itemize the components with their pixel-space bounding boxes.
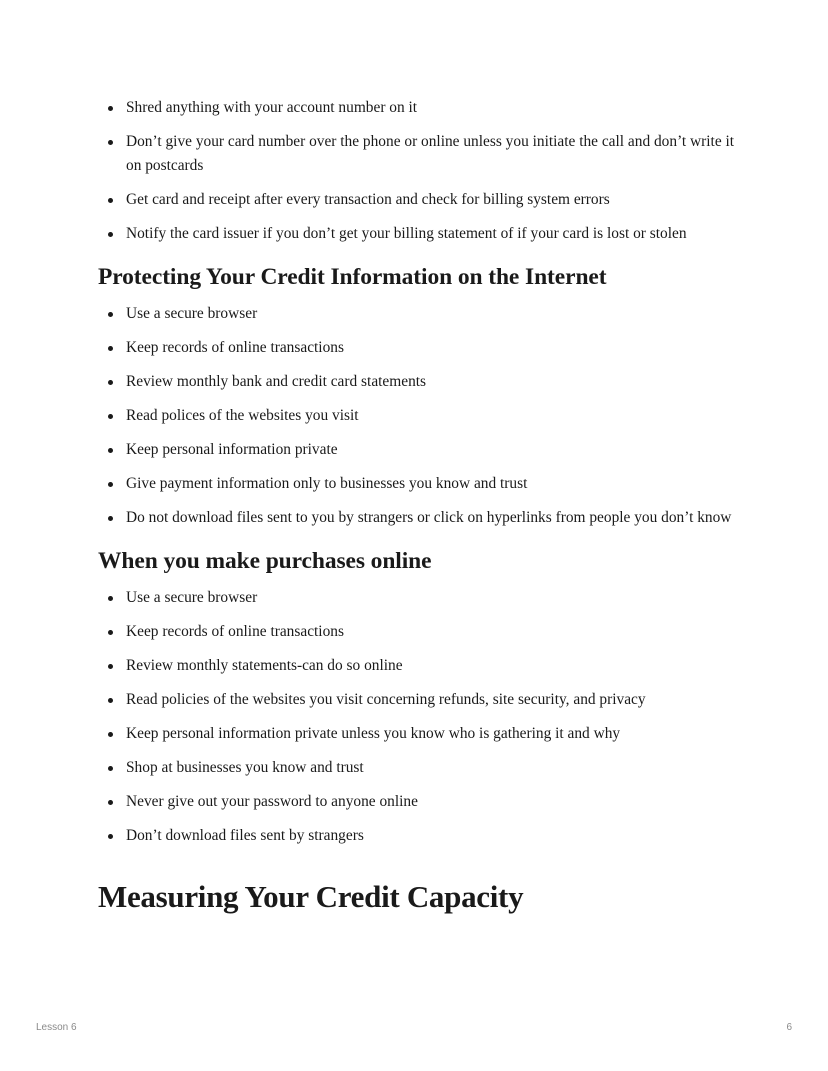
list-item-text: Use a secure browser xyxy=(126,305,258,322)
list-item xyxy=(98,188,738,212)
list-item xyxy=(98,222,738,246)
bullet-dot-icon xyxy=(108,482,113,487)
list-item-text: Keep records of online transactions xyxy=(126,623,344,640)
list-item-text: Never give out your password to anyone online xyxy=(126,793,418,810)
bullet-dot-icon xyxy=(108,698,113,703)
list-item xyxy=(98,336,738,360)
list-item xyxy=(98,370,738,394)
list-item xyxy=(98,654,738,678)
chapter-heading-credit-capacity: Measuring Your Credit Capacity xyxy=(98,879,524,914)
list-item xyxy=(98,404,738,428)
list-item-text: Keep personal information private xyxy=(126,441,338,458)
bullet-list-internet xyxy=(98,302,738,530)
list-item xyxy=(98,688,738,712)
bullet-dot-icon xyxy=(108,106,113,111)
bullet-dot-icon xyxy=(108,732,113,737)
bullet-dot-icon xyxy=(108,140,113,145)
list-item-text: Use a secure browser xyxy=(126,589,258,606)
bullet-list-card-safety xyxy=(98,96,738,246)
bullet-dot-icon xyxy=(108,766,113,771)
bullet-dot-icon xyxy=(108,380,113,385)
list-item xyxy=(98,302,738,326)
list-item xyxy=(98,506,738,530)
bullet-dot-icon xyxy=(108,232,113,237)
bullet-dot-icon xyxy=(108,664,113,669)
list-item-text: Read polices of the websites you visit xyxy=(126,407,359,424)
list-item xyxy=(98,620,738,644)
bullet-dot-icon xyxy=(108,630,113,635)
bullet-dot-icon xyxy=(108,596,113,601)
list-item xyxy=(98,130,738,178)
list-item xyxy=(98,722,738,746)
page-content xyxy=(98,96,738,916)
list-item-text: Review monthly statements-can do so online xyxy=(126,657,403,674)
list-item xyxy=(98,824,738,848)
list-item xyxy=(98,790,738,814)
bullet-dot-icon xyxy=(108,414,113,419)
list-item xyxy=(98,756,738,780)
bullet-dot-icon xyxy=(108,346,113,351)
bullet-dot-icon xyxy=(108,834,113,839)
footer-page-number: 6 xyxy=(786,1022,792,1033)
bullet-dot-icon xyxy=(108,198,113,203)
list-item-text: Shop at businesses you know and trust xyxy=(126,759,364,776)
bullet-dot-icon xyxy=(108,312,113,317)
list-item xyxy=(98,586,738,610)
list-item-text: Do not download files sent to you by strangers or click on hyperlinks from people you don’t know xyxy=(126,509,732,526)
list-item-text: Give payment information only to businesses you know and trust xyxy=(126,475,528,492)
section-heading-purchases: When you make purchases online xyxy=(98,548,432,574)
list-item-text: Don’t download files sent by strangers xyxy=(126,827,364,844)
list-item-text: Review monthly bank and credit card statements xyxy=(126,373,427,390)
list-item xyxy=(98,438,738,462)
bullet-dot-icon xyxy=(108,800,113,805)
list-item-text: Get card and receipt after every transaction and check for billing system errors xyxy=(126,191,610,208)
footer-lesson-label: Lesson 6 xyxy=(36,1022,77,1033)
list-item-text: Shred anything with your account number on it xyxy=(126,99,418,116)
list-item xyxy=(98,472,738,496)
bullet-list-purchases xyxy=(98,586,738,848)
list-item-text: Notify the card issuer if you don’t get your billing statement of if your card is lost or stolen xyxy=(126,225,687,242)
section-heading-internet: Protecting Your Credit Information on the Internet xyxy=(98,264,607,290)
bullet-dot-icon xyxy=(108,448,113,453)
list-item-text: Keep personal information private unless you know who is gathering it and why xyxy=(126,725,621,742)
list-item-text: Don’t give your card number over the phone or online unless you initiate the call and don’t write it on postcards xyxy=(126,133,735,174)
list-item xyxy=(98,96,738,120)
list-item-text: Keep records of online transactions xyxy=(126,339,344,356)
bullet-dot-icon xyxy=(108,516,113,521)
list-item-text: Read policies of the websites you visit concerning refunds, site security, and privacy xyxy=(126,691,646,708)
